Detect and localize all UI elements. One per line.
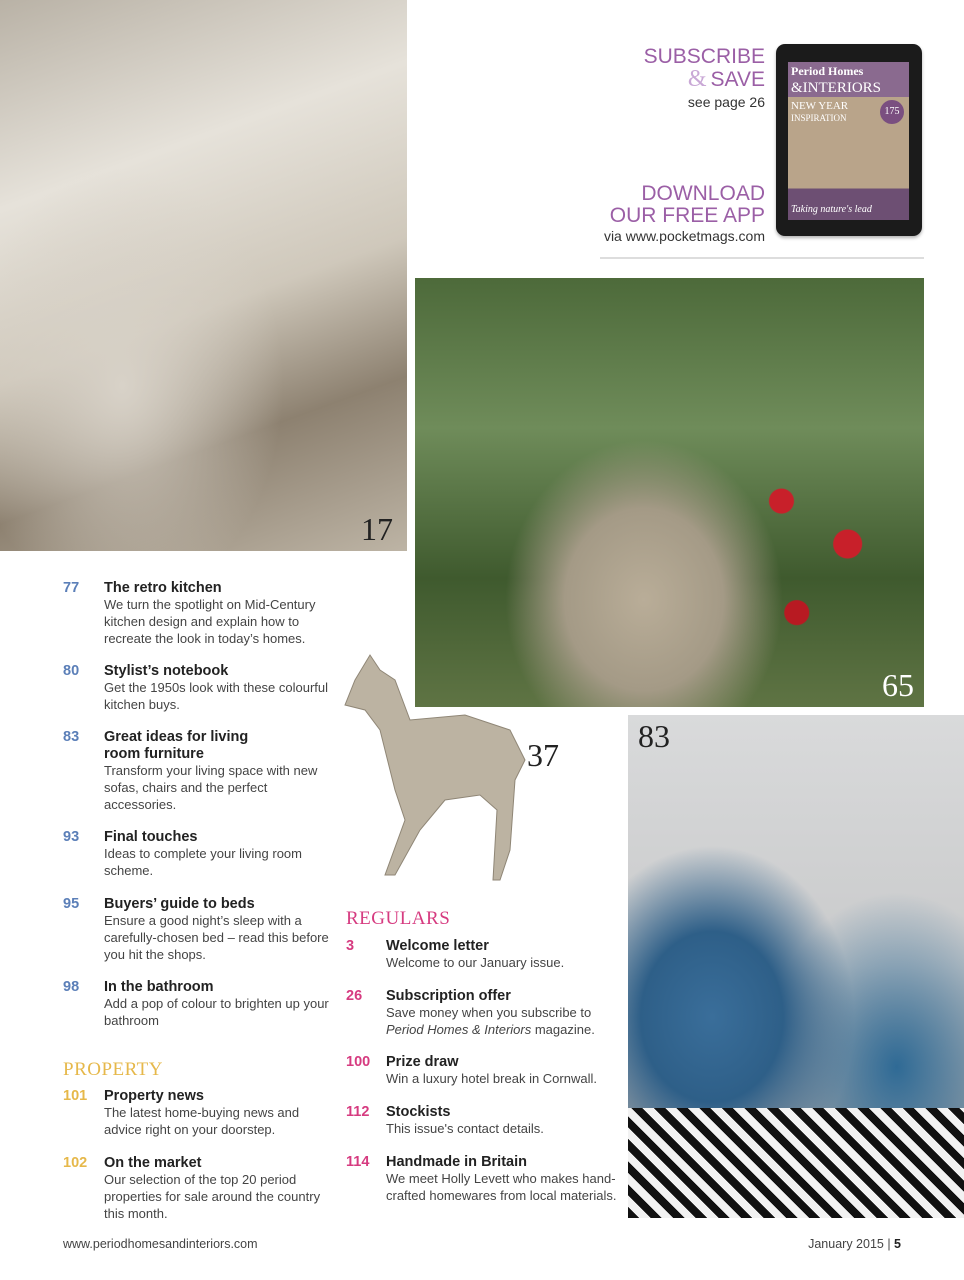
entry-page-number: 95 xyxy=(63,896,80,912)
entry-page-number: 83 xyxy=(63,729,80,745)
cover-headline: NEW YEAR xyxy=(791,100,849,112)
entry-page-number: 77 xyxy=(63,580,80,596)
entry-title: Final touches xyxy=(104,829,198,845)
entry-title: Stylist’s notebook xyxy=(104,663,229,679)
page-number: 5 xyxy=(894,1237,901,1251)
magazine-name: Period Homes & Interiors xyxy=(386,1021,532,1037)
description-text: Add a pop of colour to brighten up your bathroom xyxy=(104,996,329,1028)
footer-issue xyxy=(808,1237,901,1251)
regulars-heading: REGULARS xyxy=(346,908,451,929)
horse-figurine-photo xyxy=(335,650,560,885)
page-ref-17: 17 xyxy=(361,510,393,547)
description-text: Win a luxury hotel break in Cornwall. xyxy=(386,1071,597,1086)
entry-description xyxy=(386,1121,624,1138)
cover-headline-2: INSPIRATION xyxy=(791,113,847,123)
page-ref-65: 65 xyxy=(882,666,914,703)
save-text: SAVE xyxy=(710,68,765,91)
see-page-text: see page 26 xyxy=(687,94,765,110)
description-text: Our selection of the top 20 period properties for sale around the country this month. xyxy=(104,1172,321,1221)
entry-description xyxy=(104,996,335,1030)
entry-page-number: 26 xyxy=(346,988,363,1004)
entry-page-number: 101 xyxy=(63,1088,88,1104)
entry-page-number: 93 xyxy=(63,829,80,845)
download-app-promo[interactable] xyxy=(604,183,765,245)
entry-page-number: 98 xyxy=(63,979,80,995)
subscribe-text: SUBSCRIBE xyxy=(643,45,765,68)
entry-description xyxy=(104,763,335,813)
cover-badge: 175 xyxy=(880,100,904,124)
entry-title: On the market xyxy=(104,1155,202,1171)
description-text: Welcome to our January issue. xyxy=(386,955,565,970)
page-ref-37: 37 xyxy=(527,737,559,773)
garden-photo xyxy=(415,278,924,707)
subscribe-promo[interactable] xyxy=(644,46,765,111)
bedroom-photo xyxy=(0,0,407,551)
magazine-cover xyxy=(788,62,909,220)
entry-page-number: 102 xyxy=(63,1155,88,1171)
entry-description xyxy=(386,1171,624,1205)
entry-page-number: 100 xyxy=(346,1054,371,1070)
cover-title-2: &INTERIORS xyxy=(791,80,881,96)
entry-description xyxy=(104,846,335,880)
entry-title: Stockists xyxy=(386,1104,451,1120)
entry-description xyxy=(104,1172,335,1222)
issue-date: January 2015 | xyxy=(808,1237,895,1251)
divider xyxy=(600,257,924,259)
download-text: DOWNLOAD xyxy=(641,182,765,205)
entry-description xyxy=(386,955,624,972)
entry-title: Welcome letter xyxy=(386,938,489,954)
living-room-photo xyxy=(628,715,964,1218)
entry-title: Buyers’ guide to beds xyxy=(104,896,255,912)
entry-description xyxy=(104,913,335,963)
description-text: We meet Holly Levett who makes hand-crafted homewares from local materials. xyxy=(386,1171,617,1203)
entry-page-number: 3 xyxy=(346,938,355,954)
entry-title: Prize draw xyxy=(386,1054,459,1070)
description-text: Ideas to complete your living room scheme. xyxy=(104,846,302,878)
entry-description xyxy=(104,597,335,647)
description-text-end: magazine. xyxy=(531,1021,595,1037)
entry-title: In the bathroom xyxy=(104,979,214,995)
entry-description xyxy=(104,680,335,714)
entry-page-number: 112 xyxy=(346,1104,370,1120)
tablet-cover-image xyxy=(776,44,922,236)
page-ref-83: 83 xyxy=(638,718,670,754)
entry-description xyxy=(104,1105,335,1139)
ampersand: & xyxy=(687,66,707,92)
free-app-text: OUR FREE APP xyxy=(609,204,765,227)
entry-title: The retro kitchen xyxy=(104,580,222,596)
description-text: Get the 1950s look with these colourful kitchen buys. xyxy=(104,680,329,712)
entry-description xyxy=(386,1005,624,1039)
footer-website: www.periodhomesandinteriors.com xyxy=(63,1237,258,1251)
cover-title: Period Homes xyxy=(791,64,864,78)
save-line xyxy=(644,68,765,91)
entry-page-number: 80 xyxy=(63,663,80,679)
description-text: Transform your living space with new sofas, chairs and the perfect accessories. xyxy=(104,763,318,812)
entry-description xyxy=(386,1071,624,1088)
pocketmags-link[interactable]: via www.pocketmags.com xyxy=(603,228,765,244)
description-text: Save money when you subscribe to xyxy=(386,1005,592,1020)
property-heading: PROPERTY xyxy=(63,1059,163,1080)
description-text: We turn the spotlight on Mid-Century kitchen design and explain how to recreate the look in today’s homes. xyxy=(104,597,316,646)
cover-strap: Taking nature's lead xyxy=(791,204,872,215)
entry-page-number: 114 xyxy=(346,1154,370,1170)
entry-title: Handmade in Britain xyxy=(386,1154,527,1170)
entry-title: Great ideas for living room furniture xyxy=(104,729,249,762)
entry-title: Subscription offer xyxy=(386,988,511,1004)
entry-title: Property news xyxy=(104,1088,204,1104)
description-text: This issue's contact details. xyxy=(386,1121,544,1136)
rug xyxy=(628,1108,964,1218)
description-text: Ensure a good night’s sleep with a carefully-chosen bed – read this before you hit the shops. xyxy=(104,913,329,962)
description-text: The latest home-buying news and advice right on your doorstep. xyxy=(104,1105,300,1137)
